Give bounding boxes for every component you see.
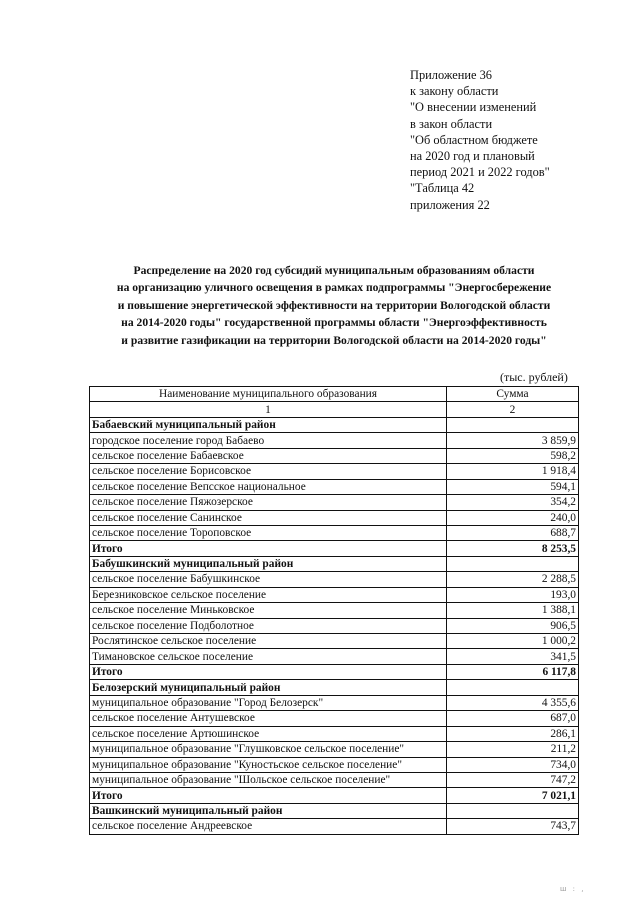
units-label: (тыс. рублей) — [500, 370, 568, 384]
row-sum: 734,0 — [447, 757, 579, 772]
row-sum: 240,0 — [447, 510, 579, 525]
column-header-name: Наименование муниципального образования — [90, 387, 447, 402]
header-line: "Об областном бюджете — [410, 132, 538, 147]
page-mark: ш : , — [560, 885, 586, 893]
row-name: муниципальное образование "Куностьское сельское поселение" — [90, 757, 447, 772]
row-sum: 211,2 — [447, 742, 579, 757]
table-row — [90, 819, 579, 834]
column-number-name: 1 — [90, 402, 447, 417]
row-name: сельское поселение Пяжозерское — [90, 495, 447, 510]
total-row — [90, 664, 579, 679]
row-sum: 8 253,5 — [447, 541, 579, 556]
table-row — [90, 603, 579, 618]
header-line: Приложение 36 — [410, 68, 492, 82]
row-sum: 341,5 — [447, 649, 579, 664]
district-row — [90, 417, 579, 432]
row-name: сельское поселение Санинское — [90, 510, 447, 525]
header-line: "Таблица 42 — [410, 181, 475, 196]
row-name: сельское поселение Миньковское — [90, 603, 447, 618]
row-name: Бабушкинский муниципальный район — [90, 556, 447, 571]
row-sum: 354,2 — [447, 495, 579, 510]
district-row — [90, 803, 579, 818]
title-line: Распределение на 2020 год субсидий муниципальным образованиям области — [133, 264, 535, 277]
header-line: на 2020 год и плановый — [410, 149, 535, 164]
row-sum: 2 288,5 — [447, 572, 579, 587]
row-name: сельское поселение Борисовское — [90, 464, 447, 479]
row-name: Тимановское сельское поселение — [90, 649, 447, 664]
column-header-sum: Сумма — [447, 387, 579, 402]
table-header-row — [90, 387, 579, 402]
row-sum — [447, 417, 579, 432]
district-row — [90, 680, 579, 695]
table-row — [90, 695, 579, 710]
row-sum — [447, 680, 579, 695]
row-name: сельское поселение Подболотное — [90, 618, 447, 633]
table-body — [90, 417, 579, 834]
header-line: приложения 22 — [410, 197, 490, 212]
row-sum: 3 859,9 — [447, 433, 579, 448]
row-sum: 7 021,1 — [447, 788, 579, 803]
table-row — [90, 433, 579, 448]
table-row — [90, 572, 579, 587]
table-row — [90, 711, 579, 726]
row-name: муниципальное образование "Город Белозерск" — [90, 695, 447, 710]
table-row — [90, 772, 579, 787]
total-row — [90, 788, 579, 803]
row-sum: 687,0 — [447, 711, 579, 726]
row-name: Итого — [90, 788, 447, 803]
row-sum — [447, 803, 579, 818]
table-row — [90, 742, 579, 757]
district-row — [90, 556, 579, 571]
row-sum: 286,1 — [447, 726, 579, 741]
table-row — [90, 587, 579, 602]
row-sum: 6 117,8 — [447, 664, 579, 679]
row-sum — [447, 556, 579, 571]
row-sum: 4 355,6 — [447, 695, 579, 710]
table-row — [90, 448, 579, 463]
row-sum: 1 000,2 — [447, 634, 579, 649]
row-name: сельское поселение Артюшинское — [90, 726, 447, 741]
row-name: сельское поселение Антушевское — [90, 711, 447, 726]
row-sum: 906,5 — [447, 618, 579, 633]
table-row — [90, 510, 579, 525]
row-sum: 594,1 — [447, 479, 579, 494]
header-line: к закону области — [410, 84, 499, 99]
row-name: Рослятинское сельское поселение — [90, 634, 447, 649]
row-sum: 193,0 — [447, 587, 579, 602]
row-name: Белозерский муниципальный район — [90, 680, 447, 695]
total-row — [90, 541, 579, 556]
row-sum: 747,2 — [447, 772, 579, 787]
header-line: период 2021 и 2022 годов" — [410, 165, 550, 180]
table-row — [90, 479, 579, 494]
table-row — [90, 649, 579, 664]
row-name: Итого — [90, 664, 447, 679]
table-row — [90, 634, 579, 649]
table-row — [90, 525, 579, 540]
row-name: Березниковское сельское поселение — [90, 587, 447, 602]
row-sum: 743,7 — [447, 819, 579, 834]
document-title — [60, 262, 608, 349]
table-row — [90, 618, 579, 633]
title-line: на 2014-2020 годы" государственной программы области "Энергоэффективность — [121, 316, 547, 330]
row-name: сельское поселение Бабушкинское — [90, 572, 447, 587]
title-line: на организацию уличного освещения в рамках подпрограммы "Энергосбережение — [116, 281, 552, 295]
header-line: "О внесении изменений — [410, 100, 537, 115]
row-name: муниципальное образование "Шольское сельское поселение" — [90, 772, 447, 787]
row-name: сельское поселение Вепсское национальное — [90, 479, 447, 494]
row-name: Вашкинский муниципальный район — [90, 803, 447, 818]
row-name: сельское поселение Тороповское — [90, 525, 447, 540]
table-number-row — [90, 402, 579, 417]
table-row — [90, 495, 579, 510]
row-name: сельское поселение Андреевское — [90, 819, 447, 834]
row-sum: 1 918,4 — [447, 464, 579, 479]
title-line: и повышение энергетической эффективности на территории Вологодской области — [117, 298, 551, 312]
row-name: муниципальное образование "Глушковское сельское поселение" — [90, 742, 447, 757]
row-sum: 1 388,1 — [447, 603, 579, 618]
row-name: сельское поселение Бабаевское — [90, 448, 447, 463]
row-name: городское поселение город Бабаево — [90, 433, 447, 448]
table-row — [90, 464, 579, 479]
appendix-header — [410, 67, 550, 213]
table-row — [90, 757, 579, 772]
row-name: Итого — [90, 541, 447, 556]
subsidy-table — [89, 386, 579, 835]
header-line: в закон области — [410, 116, 493, 131]
row-name: Бабаевский муниципальный район — [90, 417, 447, 432]
column-number-sum: 2 — [447, 402, 579, 417]
row-sum: 688,7 — [447, 525, 579, 540]
row-sum: 598,2 — [447, 448, 579, 463]
title-line: и развитие газификации на территории Вологодской области на 2014-2020 годы" — [121, 333, 547, 347]
table-row — [90, 726, 579, 741]
